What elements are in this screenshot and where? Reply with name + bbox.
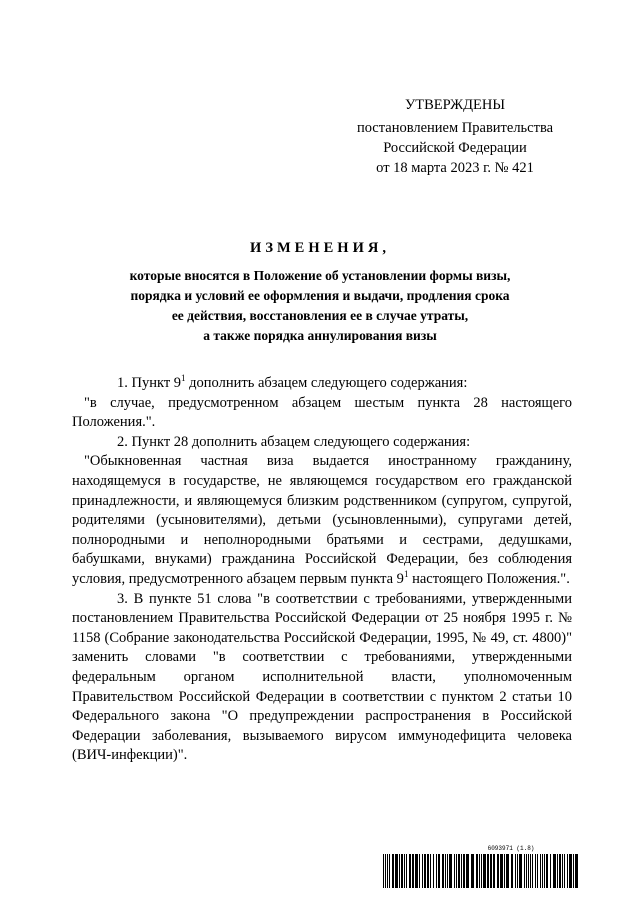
item-2: 2. Пункт 28 дополнить абзацем следующего содержания:	[117, 433, 471, 450]
item-1-text-start: 1. Пункт 9	[117, 375, 182, 391]
document-title: ИЗМЕНЕНИЯ,	[250, 240, 390, 256]
approval-block	[330, 95, 580, 178]
item-3: 3. В пункте 51 слова "в соответствии с требованиями, утвержденными постановлением Правительства Российской Федерации от 25 ноября 1995 г. № 1158 (Собрание законодательства Российской Федерации, 1995, № 49, ст. 4800)" заменить словами "в соответствии с требованиями, утвержденными федеральным органом исполнительной власти, уполномоченным Правительством Российской Федерации в соответствии с пунктом 2 статьи 10 Федерального закона "О предупреждении распространения в Российской Федерации заболевания, вызываемого вирусом иммунодефицита человека (ВИЧ-инфекции)".	[72, 590, 572, 764]
item-1-quote: "в случае, предусмотренном абзацем шестым пункта 28 настоящего Положения.".	[72, 394, 572, 431]
barcode-code: 6093971 (1.8)	[487, 845, 535, 852]
document-subtitle	[70, 266, 570, 346]
approval-heading: УТВЕРЖДЕНЫ	[404, 97, 506, 113]
barcode	[383, 854, 579, 888]
item-1-superscript: 1	[181, 373, 186, 383]
item-1	[72, 374, 572, 394]
item-2-quote-text-end: настоящего Положения.".	[408, 570, 570, 587]
subtitle-line-1: которые вносятся в Положение об установлении формы визы,	[129, 268, 511, 283]
approval-line-3: от 18 марта 2023 г. № 421	[376, 160, 534, 176]
approval-line-1: постановлением Правительства	[356, 120, 554, 136]
barcode-area	[383, 845, 579, 888]
approval-line-2: Российской Федерации	[383, 140, 527, 156]
item-2-quote	[72, 452, 572, 589]
item-2-quote-text-start: "Обыкновенная частная виза выдается иностранному гражданину, находящемуся в государстве, не являющемся государством его гражданской принадлежности, и являющемуся близким родственником (супругом, супругой, родителями (усыновителями), детьми (усыновленными), супругами детей, полнородными и неполнородными братьями и сестрами, дедушками, бабушками, внуками) гражданина Российской Федерации, без соблюдения условия, предусмотренного абзацем первым пункта 9	[72, 453, 572, 587]
document-body	[72, 374, 572, 766]
subtitle-line-4: а также порядка аннулирования визы	[203, 328, 437, 343]
item-1-text-end: дополнить абзацем следующего содержания:	[185, 375, 468, 391]
subtitle-line-2: порядка и условий ее оформления и выдачи, продления срока	[130, 288, 510, 303]
subtitle-line-3: ее действия, восстановления ее в случае утраты,	[171, 308, 469, 323]
item-2-quote-superscript: 1	[403, 568, 409, 579]
